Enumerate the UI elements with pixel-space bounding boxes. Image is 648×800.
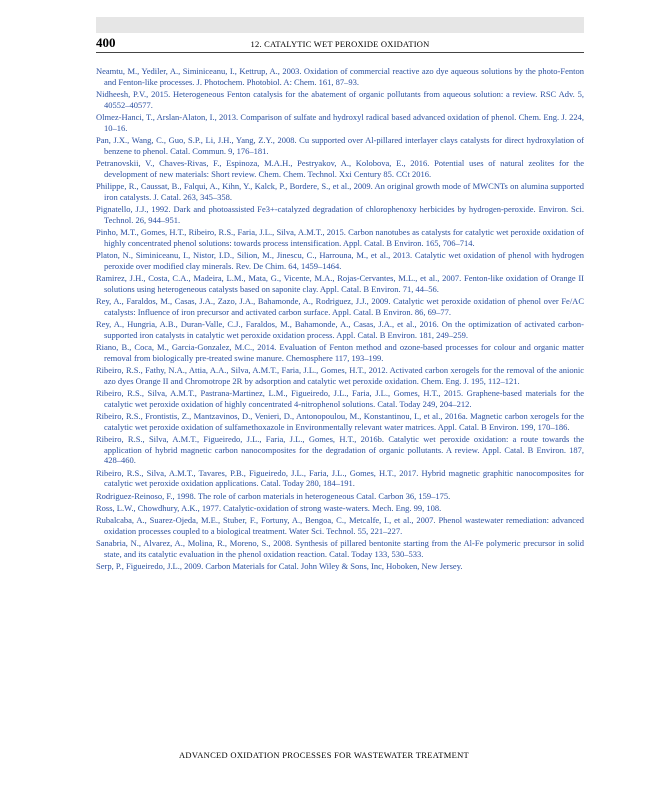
reference-item[interactable]: Neamtu, M., Yediler, A., Siminiceanu, I., Kettrup, A., 2003. Oxidation of commercial reactive azo dye aqueous solutions by the photo-Fenton and Fenton-like processes. J. Photochem. Photobiol. A: Chem. 161, 87–93. <box>96 66 584 87</box>
reference-item[interactable]: Rey, A., Faraldos, M., Casas, J.A., Zazo, J.A., Bahamonde, A., Rodriguez, J.J., 2009. Catalytic wet peroxide oxidation of phenol over Fe/AC catalysts: Influence of iron precursor and activated carbon surface. Appl. Catal. B Environ. 86, 69–77. <box>96 296 584 317</box>
reference-item[interactable]: Ribeiro, R.S., Silva, A.M.T., Pastrana-Martinez, L.M., Figueiredo, J.L., Faria, J.L., Gomes, H.T., 2015. Graphene-based materials for the catalytic wet peroxide oxidation of highly concentrated 4-nitrophenol solutions. Catal. Today 249, 204–212. <box>96 388 584 409</box>
reference-item[interactable]: Platon, N., Siminiceanu, I., Nistor, I.D., Silion, M., Jinescu, C., Harrouna, M., et al., 2013. Catalytic wet oxidation of phenol with hydrogen peroxide over modified clay minerals. Rev. De Chim. 64, 1459–1464. <box>96 250 584 271</box>
reference-item[interactable]: Pinho, M.T., Gomes, H.T., Ribeiro, R.S., Faria, J.L., Silva, A.M.T., 2015. Carbon nanotubes as catalysts for catalytic wet peroxide oxidation of highly concentrated phenol solutions: towards process intensification. Appl. Catal. B Environ. 165, 706–714. <box>96 227 584 248</box>
top-banner-bar <box>96 17 584 33</box>
chapter-title: 12. CATALYTIC WET PEROXIDE OXIDATION <box>250 39 430 49</box>
reference-item[interactable]: Ribeiro, R.S., Silva, A.M.T., Figueiredo, J.L., Faria, J.L., Gomes, H.T., 2016b. Catalytic wet peroxide oxidation: a route towards the application of hybrid magnetic carbon nanocomposites for the degradation of organic pollutants. A review. Appl. Catal. B Environ. 187, 428–460. <box>96 434 584 466</box>
reference-item[interactable]: Petranovskii, V., Chaves-Rivas, F., Espinoza, M.A.H., Pestryakov, A., Kolobova, E., 2016. Potential uses of natural zeolites for the development of new materials: Short review. Chem. Chem. Technol. Xxi Century 85. CCt 2016. <box>96 158 584 179</box>
reference-item[interactable]: Serp, P., Figueiredo, J.L., 2009. Carbon Materials for Catal. John Wiley & Sons, Inc, Hoboken, New Jersey. <box>96 561 463 572</box>
header-rule <box>96 52 584 53</box>
reference-item[interactable]: Sanabria, N., Alvarez, A., Molina, R., Moreno, S., 2008. Synthesis of pillared bentonite starting from the Al-Fe polymeric precursor in solid state, and its catalytic evaluation in the phenol oxidation reaction. Catal. Today 133, 530–533. <box>96 538 584 559</box>
reference-item[interactable]: Rubalcaba, A., Suarez-Ojeda, M.E., Stuber, F., Fortuny, A., Bengoa, C., Metcalfe, I., et al., 2007. Phenol wastewater remediation: advanced oxidation processes coupled to a biological treatment. Water Sci. Technol. 55, 221–227. <box>96 515 584 536</box>
reference-item[interactable]: Ribeiro, R.S., Fathy, N.A., Attia, A.A., Silva, A.M.T., Faria, J.L., Gomes, H.T., 2012. Activated carbon xerogels for the removal of the anionic azo dyes Orange II and Chromotrope 2R by adsorption and catalytic wet peroxide oxidation. Chem. Eng. J. 195, 112–121. <box>96 365 584 386</box>
reference-item[interactable]: Ramirez, J.H., Costa, C.A., Madeira, L.M., Mata, G., Vicente, M.A., Rojas-Cervantes, M.L., et al., 2007. Fenton-like oxidation of Orange II solutions using heterogeneous catalysts based on saponite clay. Appl. Catal. B Environ. 71, 44–56. <box>96 273 584 294</box>
reference-item[interactable]: Nidheesh, P.V., 2015. Heterogeneous Fenton catalysis for the abatement of organic pollutants from aqueous solution: a review. RSC Adv. 5, 40552–40577. <box>96 89 584 110</box>
reference-item[interactable]: Ribeiro, R.S., Silva, A.M.T., Tavares, P.B., Figueiredo, J.L., Faria, J.L., Gomes, H.T., 2017. Hybrid magnetic graphitic nanocomposites for catalytic wet peroxide oxidation applications. Catal. Today 280, 184–191. <box>96 467 584 489</box>
reference-item[interactable]: Rodriguez-Reinoso, F., 1998. The role of carbon materials in heterogeneous Catal. Carbon 36, 159–175. <box>96 490 451 501</box>
page-header <box>96 36 584 50</box>
reference-item[interactable]: Ross, L.W., Chowdhury, A.K., 1977. Catalytic-oxidation of strong waste-waters. Mech. Eng. 99, 108. <box>96 503 442 513</box>
reference-item[interactable]: Ribeiro, R.S., Frontistis, Z., Mantzavinos, D., Venieri, D., Antonopoulou, M., Konstantinou, I., et al., 2016a. Magnetic carbon xerogels for the catalytic wet peroxide oxidation of sulfamethoxazole in Environmentally relevant water matrices. Appl. Catal. B Environ. 199, 170–186. <box>96 411 584 432</box>
book-title-footer: ADVANCED OXIDATION PROCESSES FOR WASTEWATER TREATMENT <box>178 750 470 760</box>
reference-item[interactable]: Riano, B., Coca, M., Garcia-Gonzalez, M.C., 2014. Evaluation of Fenton method and ozone-based processes for colour and organic matter removal from biologically pre-treated swine manure. Chemosphere 117, 193–199. <box>96 342 584 363</box>
reference-item[interactable]: Rey, A., Hungria, A.B., Duran-Valle, C.J., Faraldos, M., Bahamonde, A., Casas, J.A., et al., 2016. On the optimization of activated carbon-supported iron catalysts in catalytic wet peroxide oxidation process. Appl. Catal. B Environ. 181, 249–259. <box>96 319 584 340</box>
reference-item[interactable]: Pan, J.X., Wang, C., Guo, S.P., Li, J.H., Yang, Z.Y., 2008. Cu supported over Al-pillared interlayer clays catalysts for direct hydroxylation of benzene to phenol. Catal. Commun. 9, 176–181. <box>96 135 584 156</box>
reference-item[interactable]: Olmez-Hanci, T., Arslan-Alaton, I., 2013. Comparison of sulfate and hydroxyl radical based advanced oxidation of phenol. Chem. Eng. J. 224, 10–16. <box>96 112 584 133</box>
reference-list <box>96 66 584 574</box>
reference-item[interactable]: Philippe, R., Caussat, B., Falqui, A., Kihn, Y., Kalck, P., Bordere, S., et al., 2009. An original growth mode of MWCNTs on alumina supported iron catalysts. J. Catal. 263, 345–358. <box>96 181 584 202</box>
page-number: 400 <box>96 35 116 50</box>
reference-item[interactable]: Pignatello, J.J., 1992. Dark and photoassisted Fe3+-catalyzed degradation of chlorophenoxy herbicides by hydrogen-peroxide. Environ. Sci. Technol. 26, 944–951. <box>96 204 584 225</box>
